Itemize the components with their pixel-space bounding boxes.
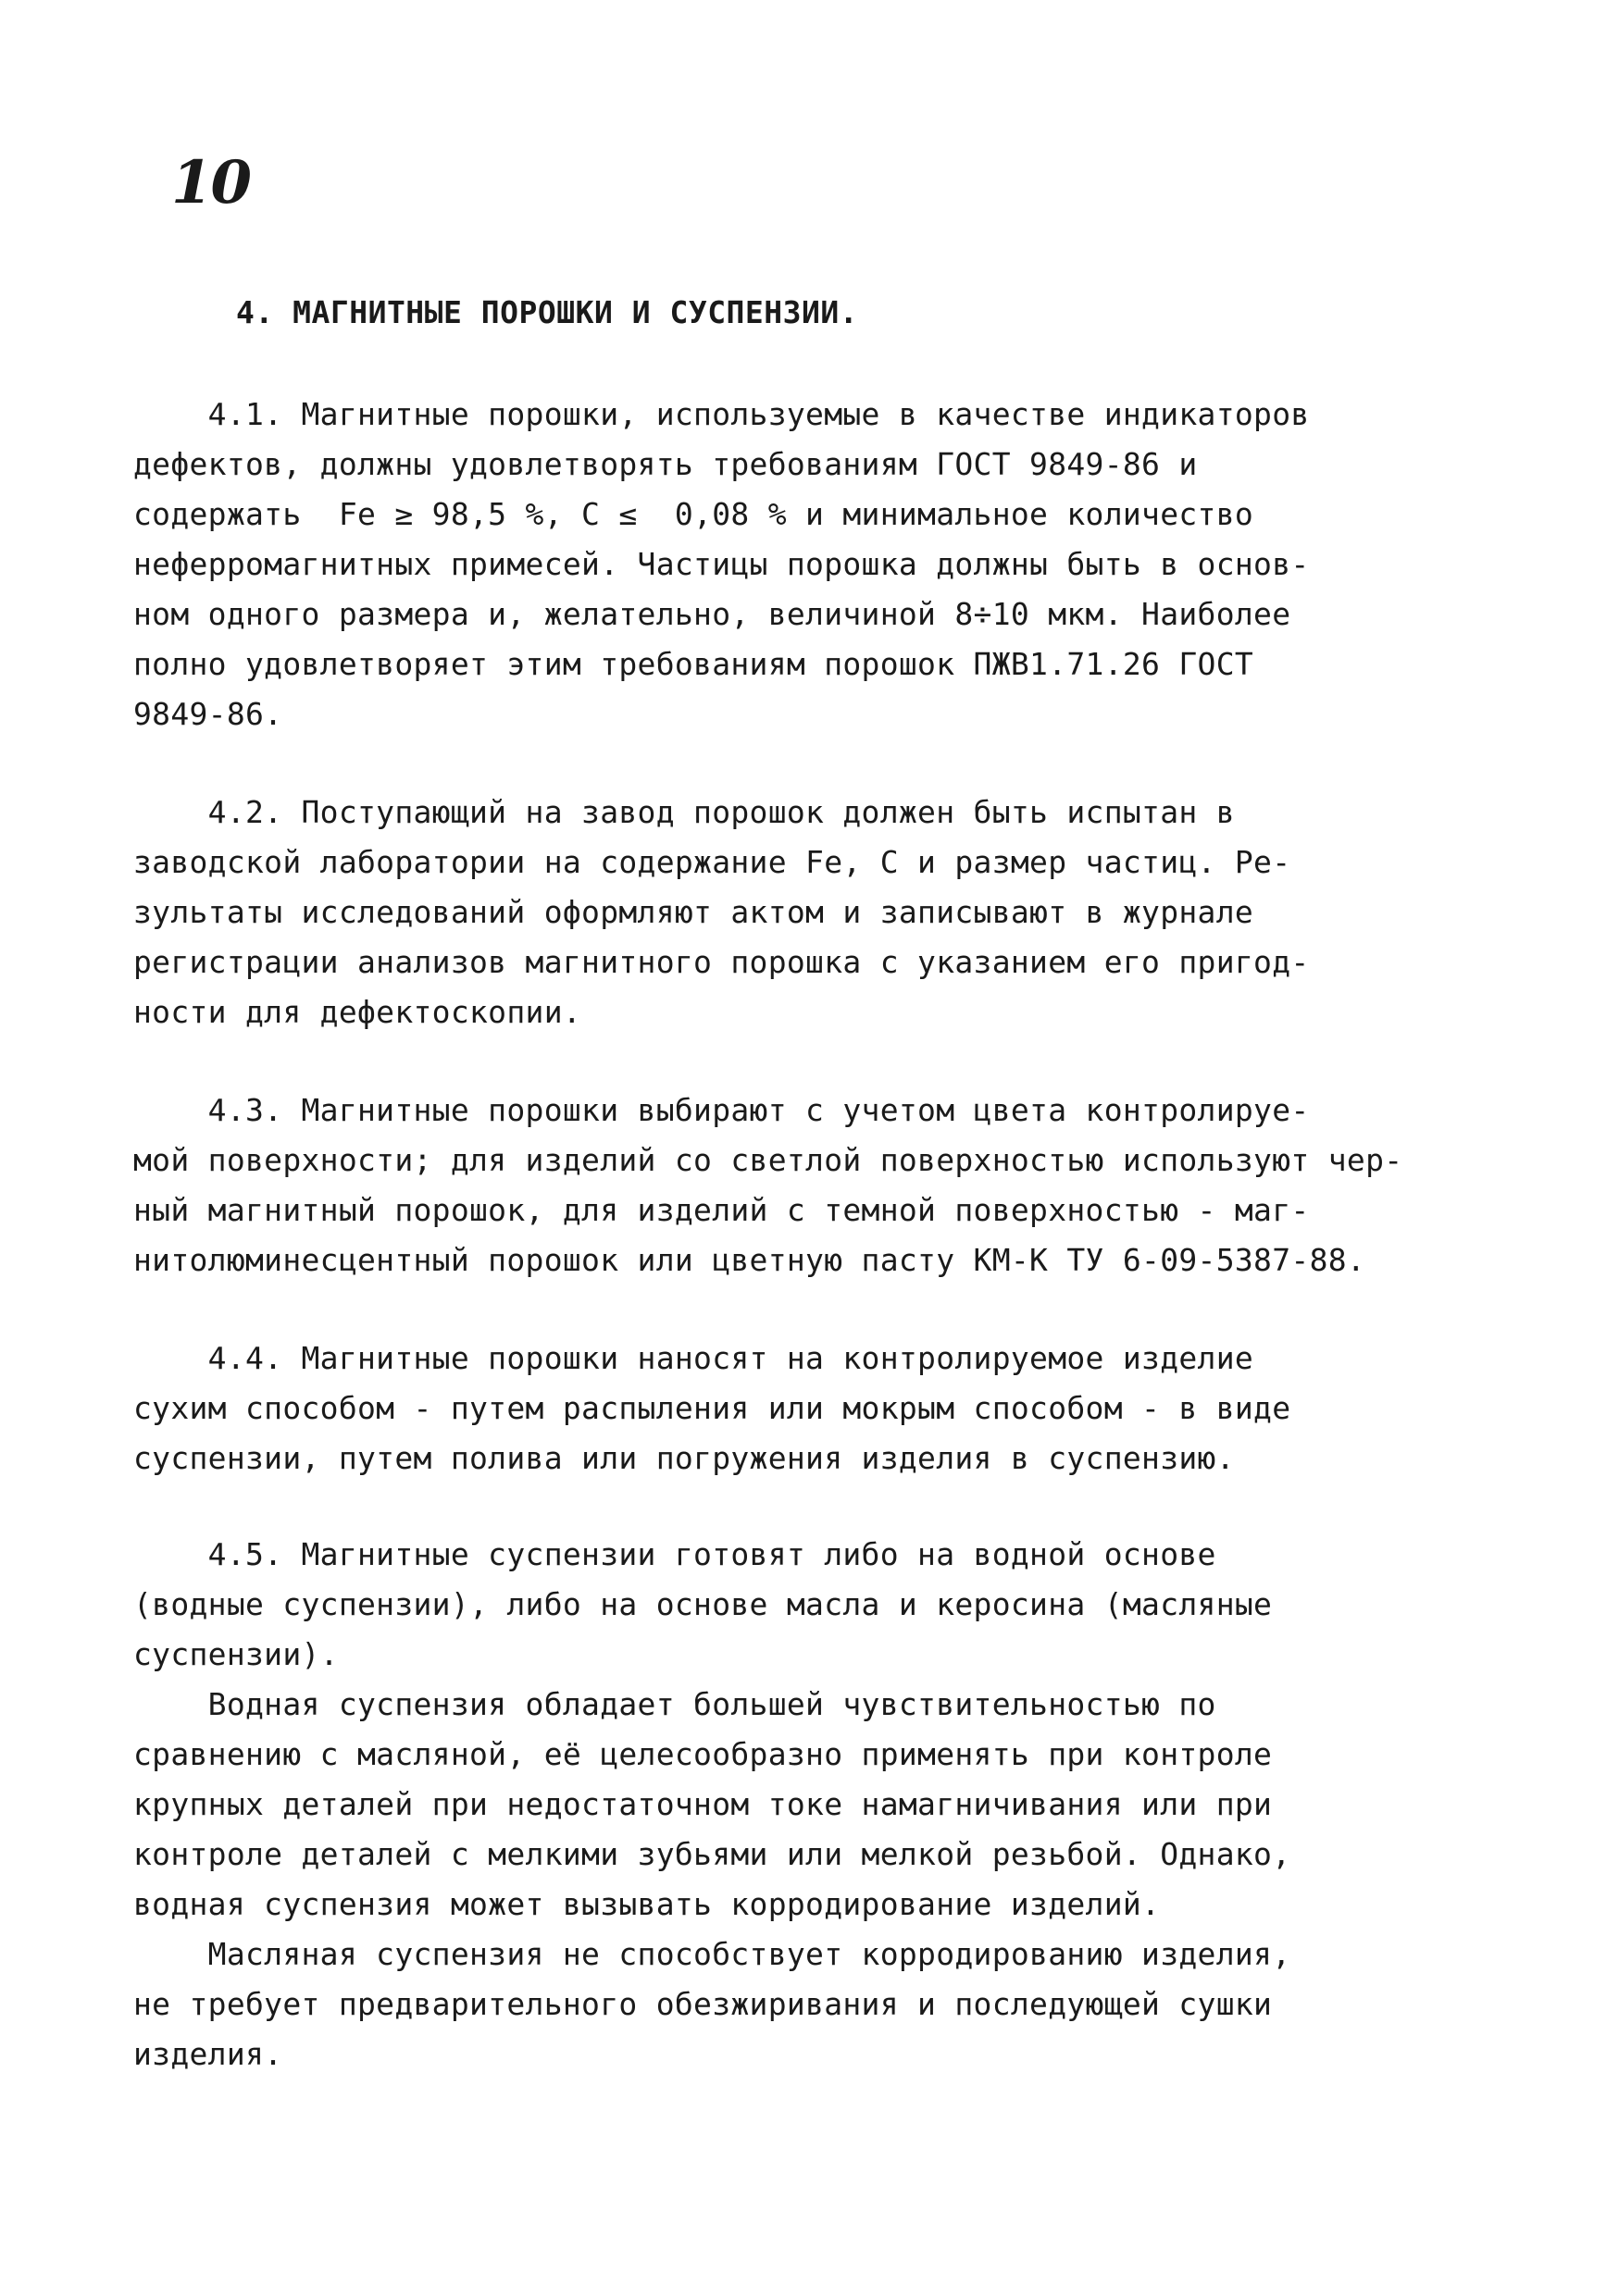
text-line: 4.2. Поступающий на завод порошок должен быть испытан в [133,794,1235,830]
text-line: изделия. [133,2036,283,2072]
text-line: суспензии). [133,1636,339,1672]
text-line: сравнению с масляной, её целесообразно применять при контроле [133,1736,1273,1772]
text-line: контроле деталей с мелкими зубьями или мелкой резьбой. Однако, [133,1836,1291,1872]
text-line: ности для дефектоскопии. [133,994,582,1030]
text-line: Водная суспензия обладает большей чувствительностью по [133,1686,1216,1722]
text-line: регистрации анализов магнитного порошка с указанием его пригод- [133,944,1310,980]
text-line: нитолюминесцентный порошок или цветную пасту КМ-К ТУ 6-09-5387-88. [133,1242,1366,1278]
text-line: зультаты исследований оформляют актом и записывают в журнале [133,894,1254,930]
text-line: 9849-86. [133,696,283,732]
text-line: дефектов, должны удовлетворять требованиям ГОСТ 9849-86 и [133,446,1198,482]
text-line: не требует предварительного обезжиривания и последующей сушки [133,1986,1273,2022]
text-line: ный магнитный порошок, для изделий с темной поверхностью - маг- [133,1192,1310,1228]
text-line: полно удовлетворяет этим требованиям порошок ПЖВ1.71.26 ГОСТ [133,646,1254,682]
section-heading: 4. МАГНИТНЫЕ ПОРОШКИ И СУСПЕНЗИИ. [236,294,859,330]
page-number: 10 [171,148,251,217]
text-line: сухим способом - путем распыления или мокрым способом - в виде [133,1390,1291,1426]
text-line: Масляная суспензия не способствует корродированию изделия, [133,1936,1291,1972]
text-line: крупных деталей при недостаточном токе намагничивания или при [133,1786,1273,1822]
text-line: заводской лаборатории на содержание Fe, C и размер частиц. Ре- [133,844,1291,880]
text-line: неферромагнитных примесей. Частицы порошка должны быть в основ- [133,546,1310,582]
text-line: водная суспензия может вызывать корродирование изделий. [133,1886,1161,1922]
text-line: ном одного размера и, желательно, величиной 8÷10 мкм. Наиболее [133,596,1291,632]
text-line: мой поверхности; для изделий со светлой поверхностью используют чер- [133,1142,1403,1178]
text-line: 4.3. Магнитные порошки выбирают с учетом цвета контролируе- [133,1092,1310,1128]
text-line: содержать Fe ≥ 98,5 %, C ≤ 0,08 % и минимальное количество [133,496,1254,532]
text-line: 4.5. Магнитные суспензии готовят либо на водной основе [133,1536,1216,1572]
text-line: суспензии, путем полива или погружения изделия в суспензию. [133,1440,1235,1476]
text-line: 4.1. Магнитные порошки, используемые в качестве индикаторов [133,396,1310,432]
text-line: 4.4. Магнитные порошки наносят на контролируемое изделие [133,1340,1254,1376]
text-line: (водные суспензии), либо на основе масла и керосина (масляные [133,1586,1273,1622]
